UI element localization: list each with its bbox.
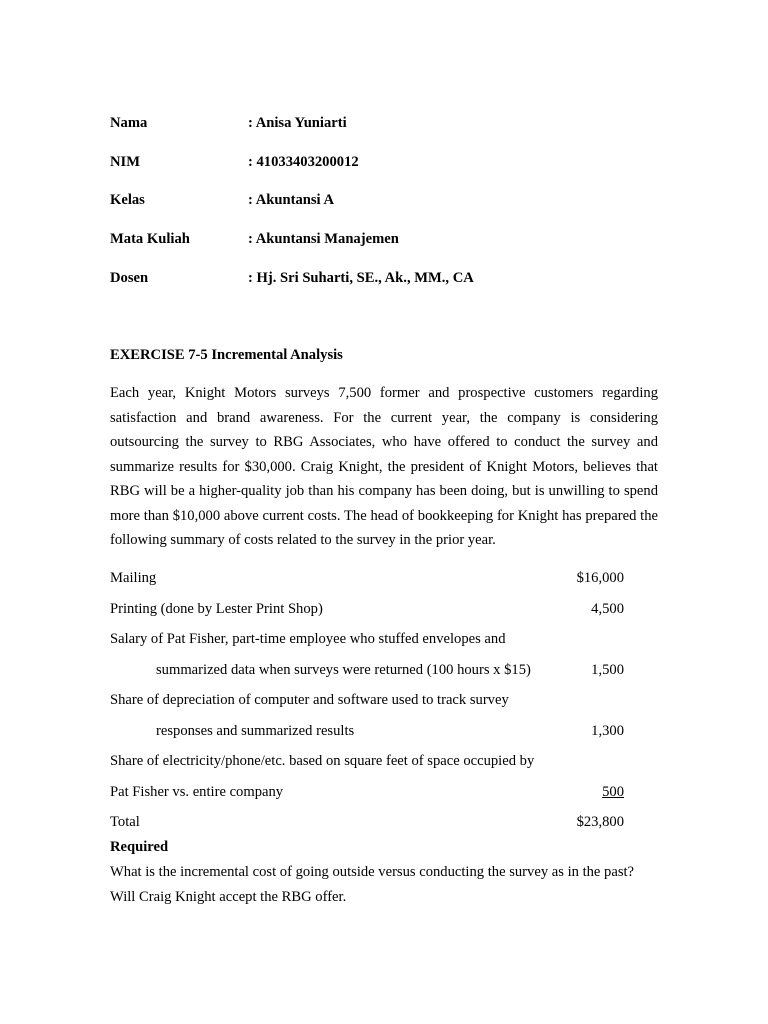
cost-label-printing: Printing (done by Lester Print Shop) [110, 601, 323, 617]
cost-label-electricity-line1: Share of electricity/phone/etc. based on square feet of space occupied by [110, 753, 535, 769]
required-question-line1: What is the incremental cost of going outside versus conducting the survey as in the past? [110, 864, 635, 880]
header-value-nim: : 41033403200012 [248, 154, 359, 170]
cost-label-salary-line2: summarized data when surveys were returned (100 hours x $15) [156, 662, 531, 678]
header-label-nama: Nama [110, 115, 148, 131]
cost-amount-mailing: $16,000 [576, 570, 624, 586]
header-value-kelas: : Akuntansi A [248, 192, 334, 208]
cost-amount-electricity-value: 500 [602, 784, 624, 800]
cost-label-salary-line1: Salary of Pat Fisher, part-time employee who stuffed envelopes and [110, 631, 506, 647]
cost-amount-salary: 1,500 [591, 662, 624, 678]
exercise-title: EXERCISE 7-5 Incremental Analysis [110, 347, 343, 363]
header-label-mata-kuliah: Mata Kuliah [110, 231, 190, 247]
header-label-kelas: Kelas [110, 192, 145, 208]
required-question-line2: Will Craig Knight accept the RBG offer. [110, 889, 347, 905]
cost-label-depreciation-line1: Share of depreciation of computer and software used to track survey [110, 692, 509, 708]
header-value-mata-kuliah: : Akuntansi Manajemen [248, 231, 399, 247]
cost-label-total: Total [110, 814, 140, 830]
header-label-dosen: Dosen [110, 270, 149, 286]
header-value-dosen: : Hj. Sri Suharti, SE., Ak., MM., CA [248, 270, 474, 286]
cost-amount-electricity [572, 784, 624, 801]
required-heading: Required [110, 839, 169, 855]
cost-amount-total: $23,800 [576, 814, 624, 830]
cost-label-electricity-line2: Pat Fisher vs. entire company [110, 784, 284, 800]
header-value-nama: : Anisa Yuniarti [248, 115, 347, 131]
cost-label-depreciation-line2: responses and summarized results [156, 723, 355, 739]
exercise-paragraph: Each year, Knight Motors surveys 7,500 former and prospective customers regarding satisfaction and brand awareness. For the current year, the company is considering outsourcing the survey to RBG Associates, who have offered to conduct the survey and summarize results for $30,000. Craig Knight, the president of Knight Motors, believes that RBG will be a higher-quality job than his company has been doing, but is unwilling to spend more than $10,000 above current costs. The head of bookkeeping for Knight has prepared the following summary of costs related to the survey in the prior year. [110, 385, 658, 548]
cost-label-mailing: Mailing [110, 570, 157, 586]
cost-amount-printing: 4,500 [591, 601, 624, 617]
cost-amount-depreciation: 1,300 [591, 723, 624, 739]
header-label-nim: NIM [110, 154, 140, 170]
